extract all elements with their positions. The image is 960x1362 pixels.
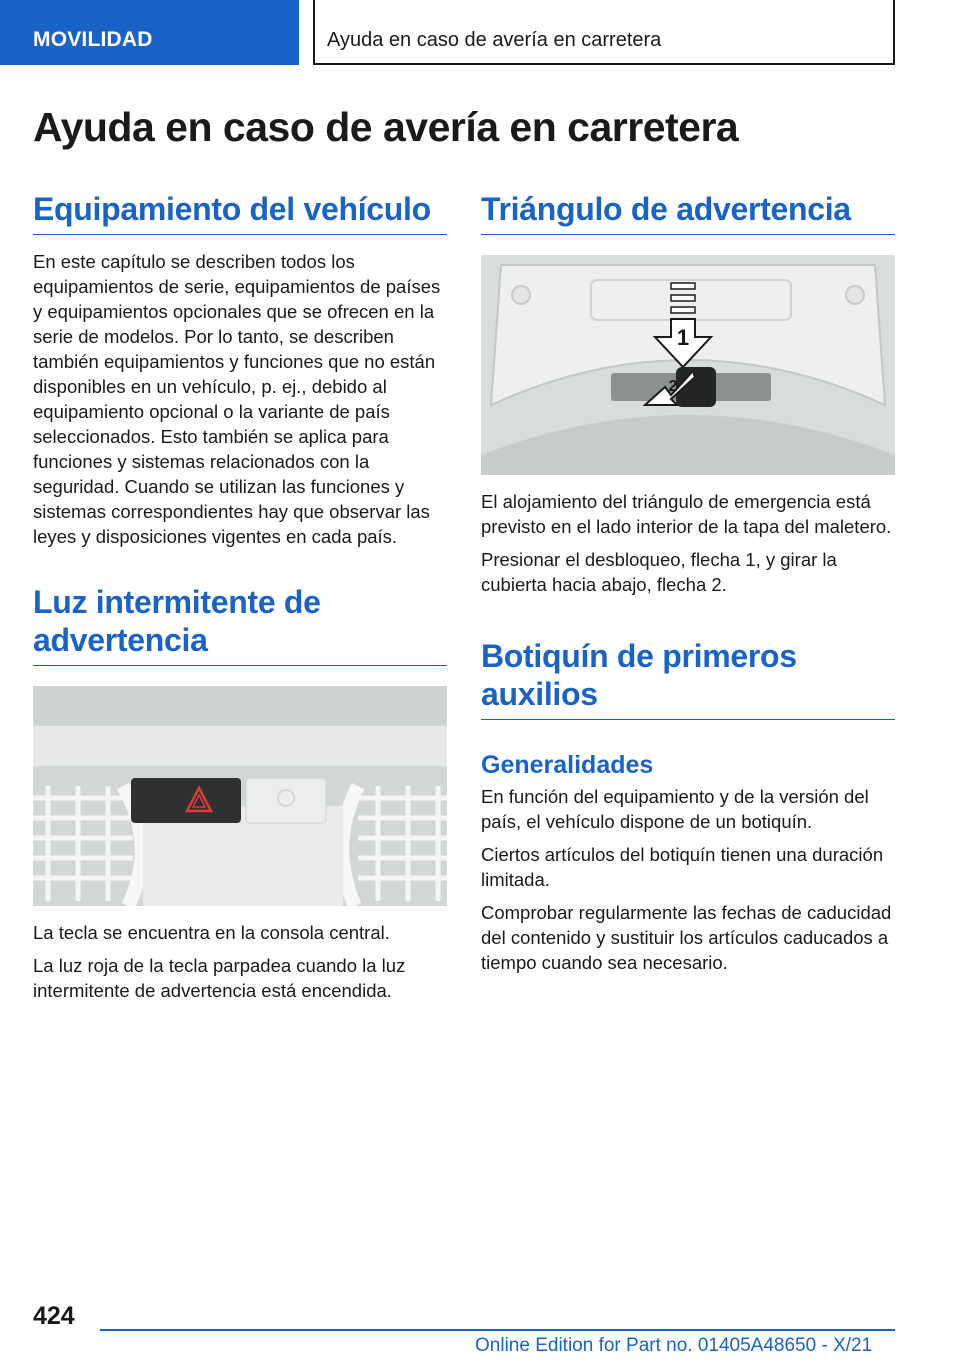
left-column (33, 190, 447, 1003)
hazard-paragraph-2: La luz roja de la tecla parpadea cuando la luz intermitente de advertencia está encendida. (33, 955, 406, 1001)
section-heading-warning-triangle: Triángulo de advertencia (481, 190, 895, 235)
equipment-paragraph: En este capítulo se describen todos los equipamientos de serie, equipamientos de países y equipamientos opcionales que se ofrecen en la serie de modelos. Por lo tanto, se describen también equipamientos y funciones que no están disponibles en un vehículo, p. ej., debido al equipamiento opcional o la variante de país seleccionados. Esto también se aplica para funciones y sistemas relacionados con la seguridad. Cuando se utilizan las funciones y sistemas correspondientes hay que observar las leyes y disposiciones vigentes en cada país. (33, 251, 441, 547)
first-aid-paragraph-2: Ciertos artículos del botiquín tienen una duración limitada. (481, 844, 884, 890)
triangle-paragraph-1: El alojamiento del triángulo de emergencia está previsto en el lado interior de la tapa del maletero. (481, 491, 892, 537)
subheading-general: Generalidades (481, 751, 654, 779)
header-section-tab: MOVILIDAD (0, 0, 299, 65)
section-heading-hazard-lights: Luz intermitente de advertencia (33, 583, 447, 666)
footer-rule (100, 1329, 895, 1331)
first-aid-paragraph-1: En función del equipamiento y de la versión del país, el vehículo dispone de un botiquín. (481, 786, 869, 832)
first-aid-paragraph-3: Comprobar regularmente las fechas de caducidad del contenido y sustituir los artículos caducados a tiempo cuando sea necesario. (481, 902, 892, 973)
right-column (481, 190, 895, 975)
hazard-paragraph-1: La tecla se encuentra en la consola central. (33, 922, 390, 943)
section-heading-equipment: Equipamiento del vehículo (33, 190, 447, 235)
header-chapter-tab: Ayuda en caso de avería en carretera (313, 0, 895, 65)
arrow-1-label: 1 (676, 325, 690, 350)
triangle-paragraph-2: Presionar el desbloqueo, flecha 1, y girar la cubierta hacia abajo, flecha 2. (481, 549, 837, 595)
section-heading-first-aid: Botiquín de primeros auxilios (481, 637, 895, 720)
page-title: Ayuda en caso de avería en carretera (33, 104, 739, 150)
warning-triangle-illustration (481, 255, 895, 475)
arrow-2-label: 2 (668, 378, 678, 395)
hazard-button-illustration (33, 686, 447, 906)
footer-edition-text: Online Edition for Part no. 01405A48650 - X/21 (475, 1335, 873, 1356)
page-number: 424 (33, 1302, 75, 1330)
